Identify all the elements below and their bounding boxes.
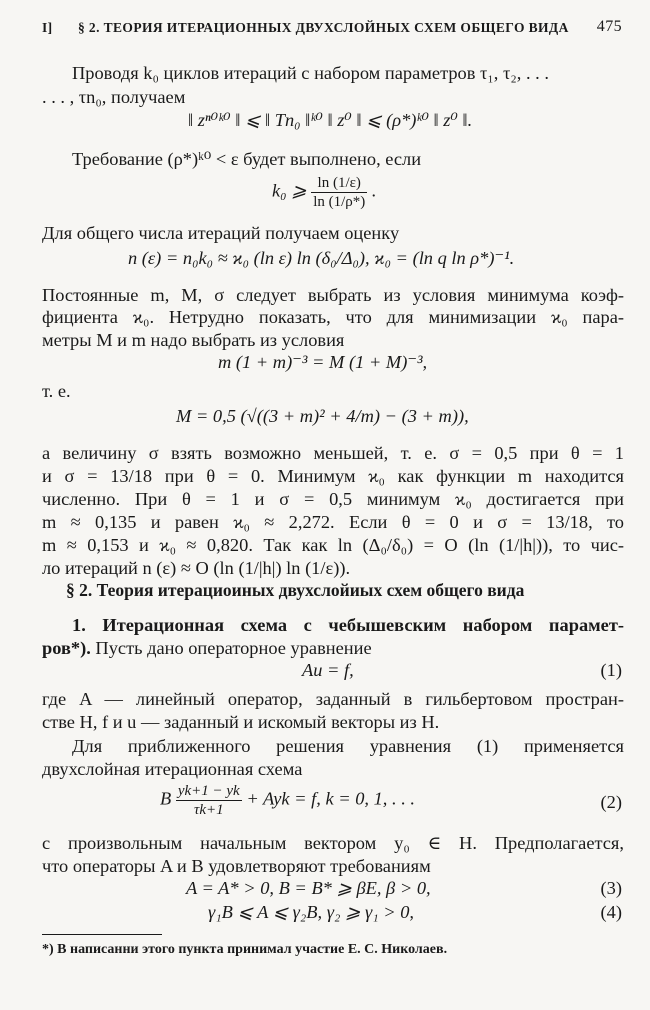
running-head [42, 18, 622, 42]
text-line: а величину σ взять возможно меньшей, т. е. σ = 0,5 при θ = 1 [42, 443, 624, 463]
formula-k0 [272, 174, 376, 211]
text-line: т. е. [42, 381, 71, 401]
equation-4: γ₁B ⩽ A ⩽ γ₂B, γ₂ ⩾ γ₁ > 0, [208, 902, 415, 922]
formula-k0-end: . [371, 180, 377, 201]
footnote-rule [42, 934, 162, 935]
text-line: Требование (ρ*)ᵏ⁰ < ε будет выполнено, если [72, 149, 422, 169]
equation-1: Au = f, [302, 660, 354, 680]
text-line [42, 637, 624, 660]
equation-number: (4) [600, 902, 622, 922]
subsection-intro: Пусть дано операторное уравнение [90, 638, 372, 658]
text-line: с произвольным начальным вектором y₀ ∈ H. Предполагается, [42, 833, 624, 853]
subsection-title-end: ров*). [42, 638, 91, 658]
text-line: двухслойная итерационная схема [42, 759, 303, 779]
fraction-denominator: τk+1 [193, 802, 224, 818]
text-line: m ≈ 0,135 и равен ϰ₀ ≈ 2,272. Если θ = 0 и σ = 13/18, то [42, 512, 624, 532]
text-line: m ≈ 0,153 и ϰ₀ ≈ 0,820. Так как ln (Δ₀/δ₀) = O (ln (1/|h|)), то чис- [42, 535, 624, 555]
text-line: фициента ϰ₀. Нетрудно показать, что для минимизации ϰ₀ пара- [42, 307, 624, 327]
text-line: метры M и m надо выбрать из условия [42, 330, 345, 350]
fraction-numerator: ln (1/ε) [311, 174, 367, 193]
text-line: . . . , τn₀, получаем [42, 87, 186, 107]
page-number: 475 [596, 18, 622, 35]
equation-number: (2) [600, 792, 622, 812]
formula-k0-left: k₀ ⩾ [272, 180, 307, 201]
text-line: Для общего числа итераций получаем оценку [42, 223, 400, 243]
footnote: *) В написанни этого пункта принимал участие Е. С. Николаев. [42, 942, 448, 957]
equation-3: A = A* > 0, B = B* ⩾ βE, β > 0, [186, 878, 431, 898]
text-line: Проводя k₀ циклов итераций с набором параметров τ₁, τ₂, . . . [72, 63, 549, 83]
fraction-numerator: yk+1 − yk [177, 783, 240, 799]
equation-number: (1) [600, 660, 622, 680]
equation-number: (3) [600, 878, 622, 898]
equation-2-rest: + Ayk = f, k = 0, 1, . . . [246, 788, 415, 809]
subsection-title [72, 614, 624, 637]
text-line: Для приближенного решения уравнения (1) применяется [72, 736, 624, 756]
text-line: и σ = 13/18 при θ = 0. Минимум ϰ₀ как функции m находится [42, 466, 624, 486]
text-line: где A — линейный оператор, заданный в гильбертовом простран- [42, 689, 624, 709]
formula-M: M = 0,5 (√((3 + m)² + 4/m) − (3 + m)), [176, 406, 469, 426]
fraction-denominator: ln (1/ρ*) [313, 194, 366, 210]
formula-iteration-count: n (ε) = n₀k₀ ≈ ϰ₀ (ln ε) ln (δ₀/Δ₀), ϰ₀ = (ln q ln ρ*)⁻¹. [128, 248, 515, 268]
equation-2-fraction [176, 782, 242, 819]
text-line: стве H, f и u — заданный и искомый векторы из H. [42, 712, 440, 732]
equation-2 [160, 782, 415, 819]
formula-norm-estimate: ‖ zⁿ⁰ᵏ⁰ ‖ ⩽ ‖ Tn₀ ‖ᵏ⁰ ‖ z⁰ ‖ ⩽ (ρ*)ᵏ⁰ ‖ z⁰ ‖. [188, 110, 473, 130]
text-line: численно. При θ = 1 и σ = 0,5 минимум ϰ₀ достигается при [42, 489, 624, 509]
section-heading: § 2. Теория итерациоиных двухслойиых схем общего вида [66, 580, 525, 600]
subsection-title-bold: 1. Итерационная схема с чебышевским набором парамет- [72, 615, 624, 635]
chapter-mark: I] [42, 20, 53, 35]
formula-k0-fraction [311, 174, 367, 211]
running-title: § 2. ТЕОРИЯ ИТЕРАЦИОННЫХ ДВУХСЛОЙНЫХ СХЕМ ОБЩЕГО ВИДА [78, 20, 569, 35]
text-line: ло итераций n (ε) ≈ O (ln (1/|h|) ln (1/ε)). [42, 558, 351, 578]
text-line: Постоянные m, M, σ следует выбрать из условия минимума коэф- [42, 285, 624, 305]
formula-m-condition: m (1 + m)⁻³ = M (1 + M)⁻³, [218, 352, 428, 372]
equation-2-operator: B [160, 788, 172, 809]
text-line: что операторы A и B удовлетворяют требованиям [42, 856, 431, 876]
